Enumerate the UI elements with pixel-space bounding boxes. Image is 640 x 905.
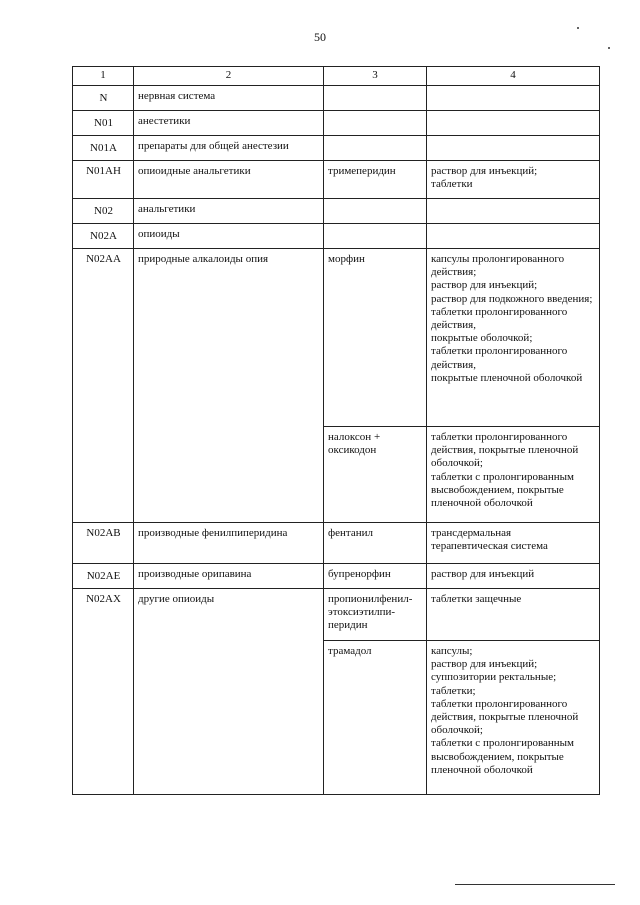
- table-row: [73, 249, 600, 427]
- table-row: [73, 427, 600, 523]
- table-row: [73, 641, 600, 795]
- group-name: производные фенилпиперидина: [134, 523, 324, 564]
- footer-rule: [455, 884, 615, 885]
- group-name: анестетики: [134, 111, 324, 136]
- dosage-forms: [427, 136, 600, 161]
- medicines-table: [72, 66, 600, 795]
- atc-code: N02AX: [73, 589, 134, 641]
- dosage-forms: [427, 224, 600, 249]
- table-row: [73, 199, 600, 224]
- atc-code: N02AE: [73, 564, 134, 589]
- drug-name: [324, 224, 427, 249]
- dosage-forms: таблетки пролонгированного действия, покрытые пленочной оболочкой; таблетки с пролонгированным высвобождением, покрытые пленочной оболочкой: [427, 427, 600, 523]
- header-cell: 1: [73, 67, 134, 86]
- scan-speck: [608, 47, 610, 49]
- header-row: [73, 67, 600, 86]
- group-name: производные орипавина: [134, 564, 324, 589]
- table-row: [73, 589, 600, 641]
- atc-code: N: [73, 86, 134, 111]
- dosage-forms: раствор для инъекций: [427, 564, 600, 589]
- atc-code: [73, 427, 134, 523]
- atc-code: N02AB: [73, 523, 134, 564]
- atc-code: N01A: [73, 136, 134, 161]
- table-row: [73, 111, 600, 136]
- drug-name: [324, 199, 427, 224]
- group-name: другие опиоиды: [134, 589, 324, 641]
- group-name: [134, 641, 324, 795]
- dosage-forms: капсулы пролонгированного действия; раствор для инъекций; раствор для подкожного введения; таблетки пролонгированного действия, покрытые оболочкой; таблетки пролонгированного действия, покрытые пленочной оболочкой: [427, 249, 600, 427]
- drug-name: [324, 86, 427, 111]
- group-name: опиоиды: [134, 224, 324, 249]
- table-row: [73, 523, 600, 564]
- atc-code: N01: [73, 111, 134, 136]
- group-name: анальгетики: [134, 199, 324, 224]
- dosage-forms: [427, 86, 600, 111]
- group-name: природные алкалоиды опия: [134, 249, 324, 427]
- group-name: нервная система: [134, 86, 324, 111]
- atc-code: N02A: [73, 224, 134, 249]
- table-row: [73, 136, 600, 161]
- dosage-forms: трансдермальная терапевтическая система: [427, 523, 600, 564]
- header-cell: 2: [134, 67, 324, 86]
- dosage-forms: раствор для инъекций; таблетки: [427, 161, 600, 199]
- atc-code: N02: [73, 199, 134, 224]
- group-name: опиоидные анальгетики: [134, 161, 324, 199]
- header-cell: 3: [324, 67, 427, 86]
- drug-name: налоксон + оксикодон: [324, 427, 427, 523]
- atc-code: N02AA: [73, 249, 134, 427]
- group-name: [134, 427, 324, 523]
- drug-name: трамадол: [324, 641, 427, 795]
- table-row: [73, 564, 600, 589]
- atc-code: N01AH: [73, 161, 134, 199]
- dosage-forms: капсулы; раствор для инъекций; суппозитории ректальные; таблетки; таблетки пролонгированного действия, покрытые пленочной оболочкой; таблетки с пролонгированным высвобождением, покрытые пленочной оболочкой: [427, 641, 600, 795]
- header-cell: 4: [427, 67, 600, 86]
- drug-name: фентанил: [324, 523, 427, 564]
- table-row: [73, 86, 600, 111]
- scan-speck: [577, 27, 579, 29]
- table-row: [73, 224, 600, 249]
- atc-code: [73, 641, 134, 795]
- drug-name: пропионилфенил- этоксиэтилпи- перидин: [324, 589, 427, 641]
- dosage-forms: [427, 199, 600, 224]
- drug-name: бупренорфин: [324, 564, 427, 589]
- drug-name: [324, 136, 427, 161]
- drug-name: тримеперидин: [324, 161, 427, 199]
- dosage-forms: [427, 111, 600, 136]
- dosage-forms: таблетки защечные: [427, 589, 600, 641]
- table-row: [73, 161, 600, 199]
- drug-name: [324, 111, 427, 136]
- page-number: 50: [314, 30, 326, 44]
- drug-name: морфин: [324, 249, 427, 427]
- group-name: препараты для общей анестезии: [134, 136, 324, 161]
